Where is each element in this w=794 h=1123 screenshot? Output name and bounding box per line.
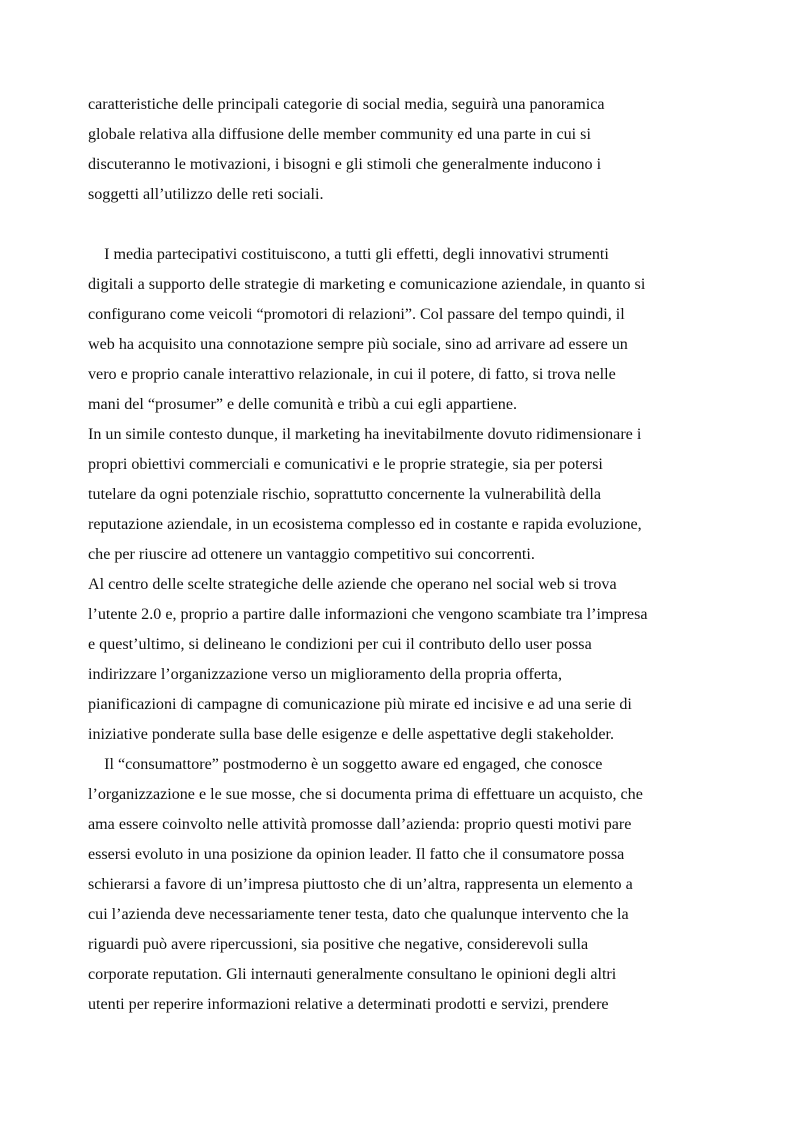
text-line: web ha acquisito una connotazione sempre più sociale, sino ad arrivare ad essere un [88, 336, 628, 353]
text-line: l’organizzazione e le sue mosse, che si documenta prima di effettuare un acquisto, che [88, 786, 643, 803]
text-line: ama essere coinvolto nelle attività promosse dall’azienda: proprio questi motivi pare [88, 816, 632, 833]
text-line: Il “consumattore” postmoderno è un soggetto aware ed engaged, che conosce [88, 756, 603, 773]
paragraph-intro [88, 90, 698, 210]
paragraph-consumattore [88, 750, 698, 1020]
text-line: I media partecipativi costituiscono, a tutti gli effetti, degli innovativi strumenti [88, 246, 609, 263]
paragraph-spacer [88, 210, 698, 240]
text-line: discuteranno le motivazioni, i bisogni e gli stimoli che generalmente inducono i [88, 156, 602, 173]
text-line: iniziative ponderate sulla base delle esigenze e delle aspettative degli stakeholder. [88, 726, 614, 743]
paragraph-utente-2-0 [88, 570, 698, 750]
text-line: reputazione aziendale, in un ecosistema complesso ed in costante e rapida evoluzione, [88, 516, 642, 533]
text-line: soggetti all’utilizzo delle reti sociali. [88, 186, 324, 203]
text-line: vero e proprio canale interattivo relazionale, in cui il potere, di fatto, si trova nelle [88, 366, 616, 383]
text-line: propri obiettivi commerciali e comunicativi e le proprie strategie, sia per potersi [88, 456, 603, 473]
paragraph-media-partecipativi [88, 240, 698, 420]
text-line: l’utente 2.0 e, proprio a partire dalle informazioni che vengono scambiate tra l’impresa [88, 606, 648, 623]
text-line: schierarsi a favore di un’impresa piuttosto che di un’altra, rappresenta un elemento a [88, 876, 633, 893]
text-line: digitali a supporto delle strategie di marketing e comunicazione aziendale, in quanto si [88, 276, 646, 293]
text-line: In un simile contesto dunque, il marketing ha inevitabilmente dovuto ridimensionare i [88, 426, 642, 443]
text-line: mani del “prosumer” e delle comunità e tribù a cui egli appartiene. [88, 396, 517, 413]
text-line: pianificazioni di campagne di comunicazione più mirate ed incisive e ad una serie di [88, 696, 632, 713]
text-line: essersi evoluto in una posizione da opinion leader. Il fatto che il consumatore possa [88, 846, 625, 863]
text-line: cui l’azienda deve necessariamente tener testa, dato che qualunque intervento che la [88, 906, 629, 923]
text-line: utenti per reperire informazioni relative a determinati prodotti e servizi, prendere [88, 996, 609, 1013]
text-line: indirizzare l’organizzazione verso un miglioramento della propria offerta, [88, 666, 562, 683]
text-line: riguardi può avere ripercussioni, sia positive che negative, considerevoli sulla [88, 936, 589, 953]
text-line: tutelare da ogni potenziale rischio, soprattutto concernente la vulnerabilità della [88, 486, 602, 503]
text-line: caratteristiche delle principali categorie di social media, seguirà una panoramica [88, 96, 605, 113]
text-line: che per riuscire ad ottenere un vantaggio competitivo sui concorrenti. [88, 546, 535, 563]
text-line: configurano come veicoli “promotori di relazioni”. Col passare del tempo quindi, il [88, 306, 625, 323]
paragraph-contesto-marketing [88, 420, 698, 570]
document-page [88, 90, 698, 1020]
text-line: globale relativa alla diffusione delle member community ed una parte in cui si [88, 126, 591, 143]
text-line: Al centro delle scelte strategiche delle aziende che operano nel social web si trova [88, 576, 617, 593]
text-line: e quest’ultimo, si delineano le condizioni per cui il contributo dello user possa [88, 636, 592, 653]
text-line: corporate reputation. Gli internauti generalmente consultano le opinioni degli altri [88, 966, 617, 983]
